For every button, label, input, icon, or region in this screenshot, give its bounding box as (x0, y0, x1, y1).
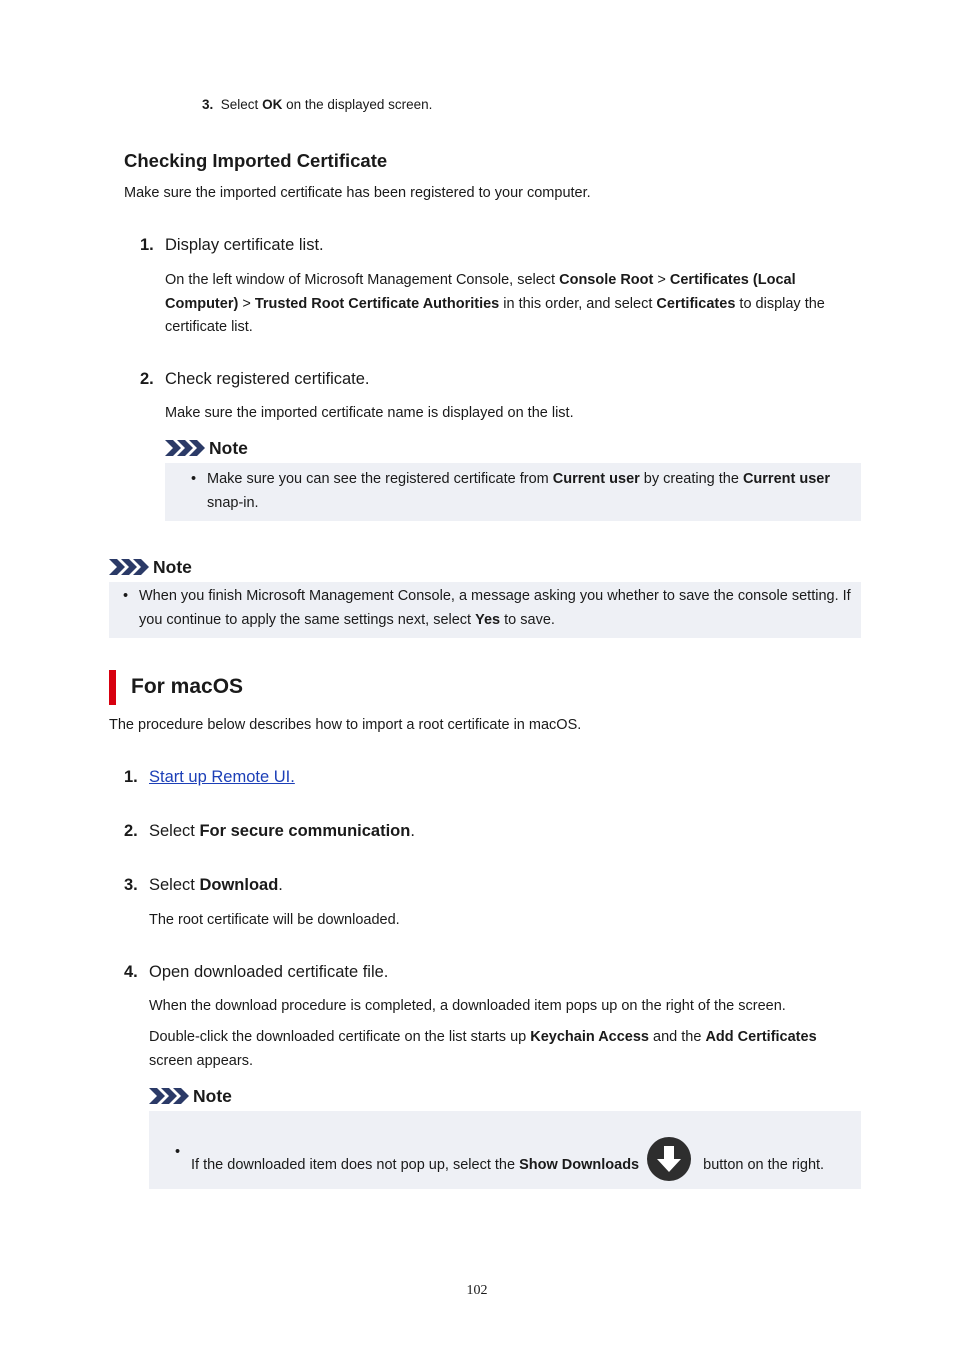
start-remote-ui-link[interactable]: Start up Remote UI. (149, 768, 295, 786)
step-text: on the displayed screen. (282, 97, 433, 112)
step-number: 3. (124, 876, 138, 894)
section-heading-checking: Checking Imported Certificate (124, 150, 388, 171)
body-text: in this order, and select (499, 295, 657, 312)
note-label: Note (153, 557, 192, 577)
body-text: to display the certificate list. (165, 295, 825, 335)
note-text: If the downloaded item does not pop up, select the (191, 1156, 520, 1173)
note-chevrons-icon (149, 1088, 189, 1104)
step-number: 1. (140, 236, 154, 254)
step-text: . (410, 822, 415, 840)
top-step (202, 95, 432, 115)
note-1-heading (165, 437, 248, 459)
note-text: Make sure you can see the registered certificate from (207, 471, 553, 487)
note-text: button on the right. (699, 1156, 825, 1173)
note-3-box (149, 1111, 861, 1189)
step-title: Check registered certificate. (165, 370, 370, 388)
note-bold: Show Downloads (519, 1156, 640, 1173)
body-text: screen appears. (149, 1052, 253, 1069)
note-text: snap-in. (207, 494, 259, 511)
macos-step-2 (124, 820, 415, 842)
body-bold: Trusted Root Certificate Authorities (254, 295, 500, 312)
body-bold: Add Certificates (705, 1029, 817, 1045)
checking-step-1-body (165, 269, 865, 340)
checking-intro: Make sure the imported certificate has been registered to your computer. (124, 185, 591, 201)
step-number: 1. (124, 768, 138, 786)
checking-step-1 (140, 234, 324, 256)
section-accent-bar (109, 670, 116, 705)
note-2-item (123, 585, 869, 632)
body-text: > (653, 272, 670, 288)
macos-step-4-p2 (149, 1026, 861, 1073)
note-bold: Current user (742, 471, 830, 487)
macos-step-4-p1: When the download procedure is completed, a downloaded item pops up on the right of the screen. (149, 998, 786, 1014)
note-1-box (165, 463, 861, 521)
body-text: and the (649, 1029, 706, 1045)
page-number: 102 (466, 1283, 488, 1298)
step-bold: Download (199, 876, 279, 894)
macos-step-3 (124, 874, 283, 896)
step-title: Display certificate list. (165, 236, 324, 254)
body-text: > (238, 295, 255, 312)
step-text: Select (149, 822, 200, 840)
note-text: to save. (500, 611, 555, 628)
macos-step-4 (124, 961, 388, 983)
note-chevrons-icon (109, 559, 149, 575)
macos-intro: The procedure below describes how to import a root certificate in macOS. (109, 717, 582, 733)
note-chevrons-icon (165, 440, 205, 456)
note-3-item (175, 1141, 851, 1189)
step-text: Select (220, 97, 263, 112)
body-bold: Certificates (656, 295, 736, 312)
step-text: . (278, 876, 283, 894)
note-text: When you finish Microsoft Management Console, a message asking you whether to save the console setting. If you continue to apply the same settings next, select (139, 588, 851, 628)
note-1-item (191, 468, 863, 515)
note-3-heading (149, 1085, 232, 1107)
note-text: by creating the (639, 471, 743, 487)
body-bold: Keychain Access (530, 1029, 649, 1045)
download-arrow-icon (645, 1135, 693, 1183)
checking-step-2-body: Make sure the imported certificate name is displayed on the list. (165, 405, 574, 421)
step-number: 3. (202, 97, 214, 112)
step-title: Open downloaded certificate file. (149, 963, 389, 981)
step-number: 4. (124, 963, 138, 981)
body-text: Double-click the downloaded certificate on the list starts up (149, 1029, 531, 1045)
macos-step-1 (124, 766, 295, 788)
macos-step-3-body: The root certificate will be downloaded. (149, 912, 400, 928)
step-number: 2. (140, 370, 154, 388)
note-bold: Yes (475, 611, 501, 628)
step-bold: OK (262, 97, 283, 112)
body-bold: Certificates (Local Computer) (165, 272, 796, 312)
step-bold: For secure communication (199, 822, 411, 840)
body-text: On the left window of Microsoft Management Console, select (165, 272, 560, 288)
section-heading-macos: For macOS (131, 675, 244, 698)
body-bold: Console Root (559, 272, 654, 288)
checking-step-2 (140, 368, 370, 390)
note-label: Note (209, 438, 248, 458)
note-label: Note (193, 1086, 232, 1106)
note-bold: Current user (552, 471, 640, 487)
step-text: Select (149, 876, 200, 894)
note-2-heading (109, 556, 192, 578)
note-2-box (109, 582, 861, 638)
step-number: 2. (124, 822, 138, 840)
